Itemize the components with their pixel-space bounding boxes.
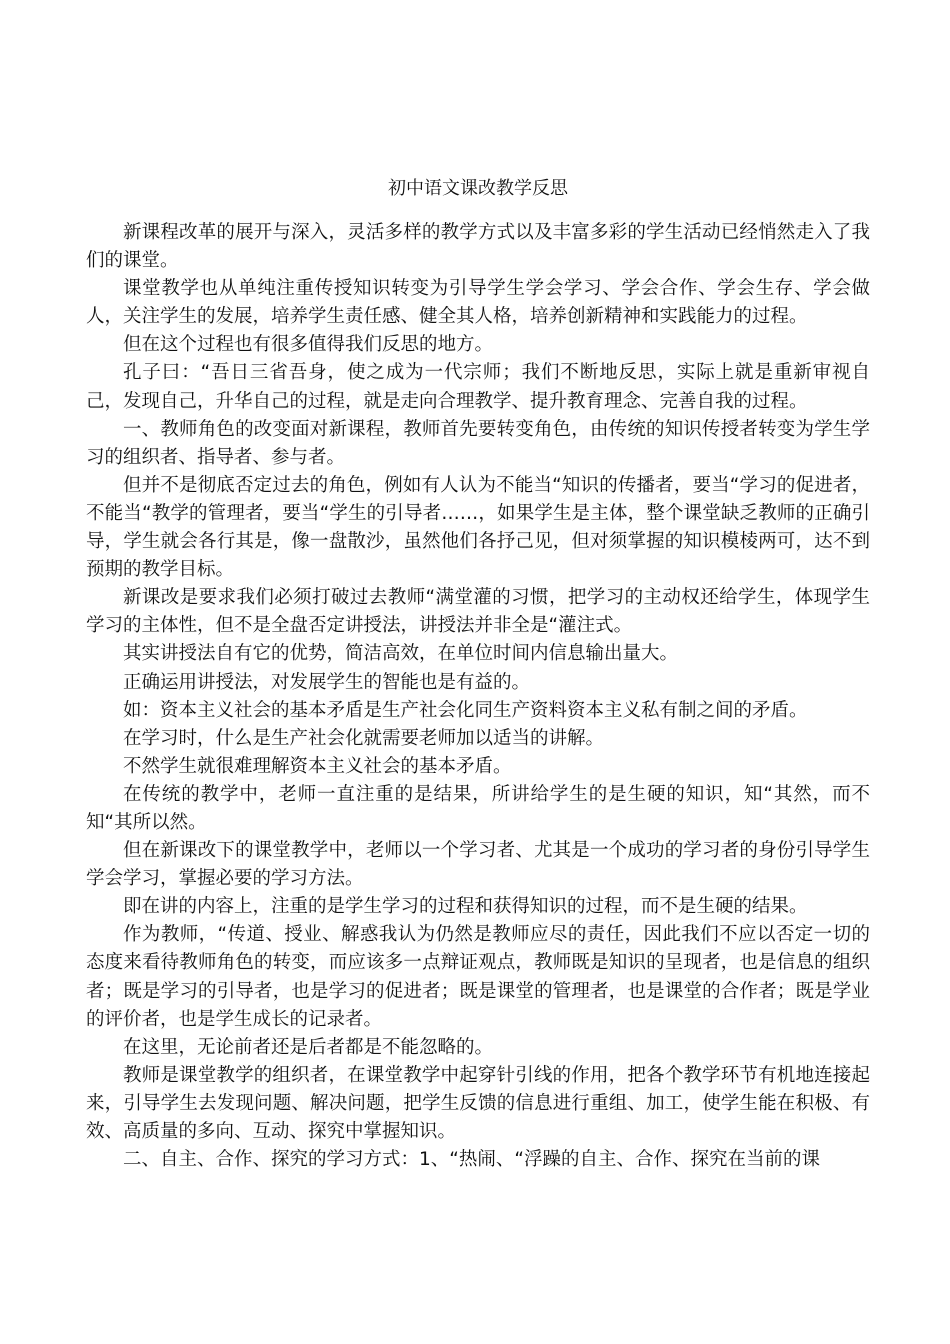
document-title: 初中语文课改教学反思 (388, 178, 568, 199)
paragraph: 一、教师角色的改变面对新课程，教师首先要转变角色，由传统的知识传授者转变为学生学习的组织者、指导者、参与者。 (86, 418, 870, 468)
paragraph: 在这里，无论前者还是后者都是不能忽略的。 (123, 1036, 494, 1058)
paragraph: 孔子曰：“吾日三省吾身，使之成为一代宗师；我们不断地反思，实际上就是重新审视自己，发现自己，升华自己的过程，就是走向合理教学、提升教育理念、完善自我的过程。 (86, 362, 870, 412)
paragraph: 在学习时，什么是生产社会化就需要老师加以适当的讲解。 (123, 727, 605, 749)
paragraph: 课堂教学也从单纯注重传授知识转变为引导学生学会学习、学会合作、学会生存、学会做人，关注学生的发展，培养学生责任感、健全其人格，培养创新精神和实践能力的过程。 (86, 278, 870, 328)
document-page (86, 176, 870, 1174)
paragraph: 在传统的教学中，老师一直注重的是结果，所讲给学生的是生硬的知识，知“其然，而不知“其所以然。 (86, 783, 870, 833)
paragraph: 但并不是彻底否定过去的角色，例如有人认为不能当“知识的传播者，要当“学习的促进者，不能当“教学的管理者，要当“学生的引导者……，如果学生是主体，整个课堂缺乏教师的正确引导，学生就会各行其是，像一盘散沙，虽然他们各抒己见，但对须掌握的知识模棱两可，达不到预期的教学目标。 (86, 474, 870, 581)
paragraph: 即在讲的内容上，注重的是学生学习的过程和获得知识的过程，而不是生硬的结果。 (123, 896, 808, 918)
paragraph: 但在这个过程也有很多值得我们反思的地方。 (123, 334, 494, 356)
paragraph: 正确运用讲授法，对发展学生的智能也是有益的。 (123, 671, 531, 693)
paragraph: 教师是课堂教学的组织者，在课堂教学中起穿针引线的作用，把各个教学环节有机地连接起来，引导学生去发现问题、解决问题，把学生反馈的信息进行重组、加工，使学生能在积极、有效、高质量的多向、互动、探究中掌握知识。 (86, 1064, 870, 1142)
paragraph: 如：资本主义社会的基本矛盾是生产社会化同生产资料资本主义私有制之间的矛盾。 (123, 699, 808, 721)
paragraph: 作为教师，“传道、授业、解惑我认为仍然是教师应尽的责任，因此我们不应以否定一切的态度来看待教师角色的转变，而应该多一点辩证观点，教师既是知识的呈现者，也是信息的组织者；既是学习的引导者，也是学习的促进者；既是课堂的管理者，也是课堂的合作者；既是学业的评价者，也是学生成长的记录者。 (86, 924, 870, 1030)
paragraph: 不然学生就很难理解资本主义社会的基本矛盾。 (123, 755, 512, 777)
paragraph: 但在新课改下的课堂教学中，老师以一个学习者、尤其是一个成功的学习者的身份引导学生学会学习，掌握必要的学习方法。 (86, 840, 870, 890)
paragraph: 新课程改革的展开与深入，灵活多样的教学方式以及丰富多彩的学生活动已经悄然走入了我们的课堂。 (86, 222, 870, 272)
paragraph: 新课改是要求我们必须打破过去教师“满堂灌的习惯，把学习的主动权还给学生，体现学生学习的主体性，但不是全盘否定讲授法，讲授法并非全是“灌注式。 (86, 587, 870, 637)
paragraph: 二、自主、合作、探究的学习方式：1、“热闹、“浮躁的自主、合作、探究在当前的课 (123, 1149, 820, 1171)
paragraph: 其实讲授法自有它的优势，简洁高效，在单位时间内信息输出量大。 (123, 643, 679, 665)
